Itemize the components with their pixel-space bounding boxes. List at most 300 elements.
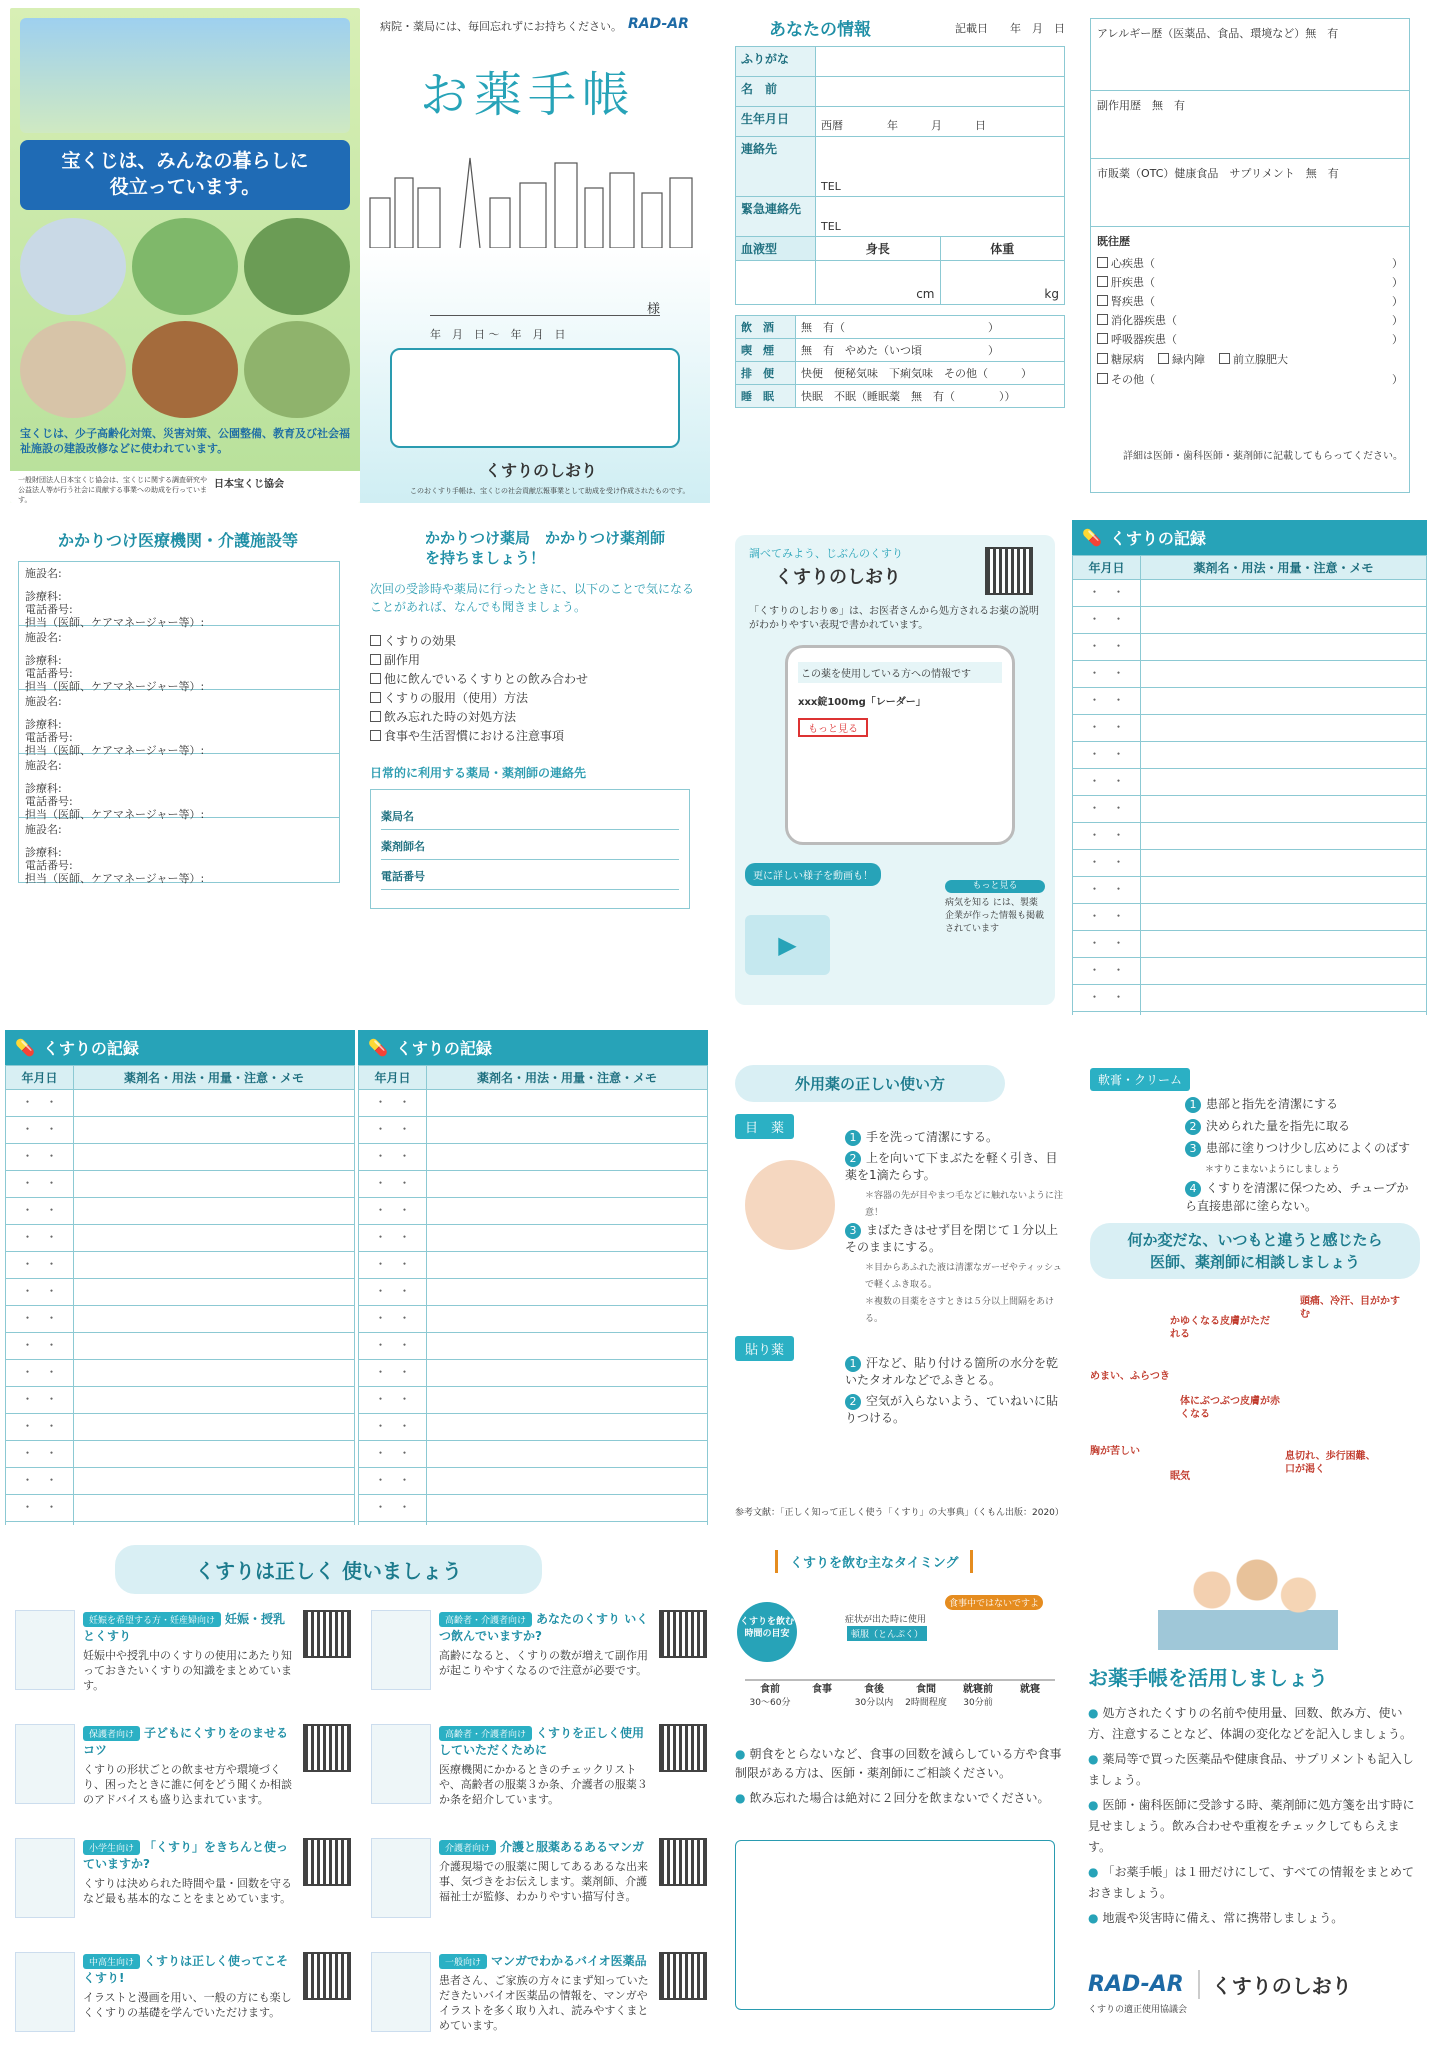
record-memo-cell[interactable] bbox=[74, 1495, 355, 1522]
past-item[interactable]: 肝疾患（ ） bbox=[1097, 274, 1403, 290]
record-row[interactable] bbox=[1073, 1012, 1427, 1016]
pharmacy-check-item[interactable] bbox=[370, 632, 700, 651]
clinic-field-label: 診療科: bbox=[25, 590, 62, 603]
pharmacy-title bbox=[370, 528, 700, 568]
record-memo-cell[interactable] bbox=[74, 1225, 355, 1252]
pharmacy-contact-box bbox=[370, 789, 690, 909]
record-row[interactable] bbox=[359, 1387, 708, 1414]
record-date-cell[interactable]: ・ ・ bbox=[359, 1117, 427, 1144]
step-text: 患部に塗りつけ少し広めによくのばす bbox=[1206, 1141, 1411, 1155]
usage-card-title: マンガでわかるバイオ医薬品 bbox=[491, 1954, 647, 1968]
past-extra-item[interactable] bbox=[1158, 353, 1205, 366]
record-row[interactable] bbox=[6, 1117, 355, 1144]
record-memo-cell[interactable] bbox=[74, 1198, 355, 1225]
past-item[interactable]: 心疾患（ ） bbox=[1097, 255, 1403, 271]
record-memo-cell[interactable] bbox=[74, 1090, 355, 1117]
record-date-cell[interactable] bbox=[359, 1522, 427, 1526]
record-date-cell[interactable]: ・ ・ bbox=[6, 1387, 74, 1414]
record-memo-cell[interactable] bbox=[427, 1144, 708, 1171]
pharmacy-check-label: 食事や生活習慣における注意事項 bbox=[384, 729, 565, 743]
record-row[interactable] bbox=[359, 1090, 708, 1117]
record-memo-cell[interactable] bbox=[1141, 769, 1427, 796]
step-number-icon: 3 bbox=[845, 1223, 861, 1239]
qr-code-icon[interactable] bbox=[303, 1610, 351, 1658]
cover-brand: RAD-AR bbox=[628, 16, 689, 32]
record-date-cell[interactable]: ・ ・ bbox=[1073, 931, 1141, 958]
qr-code-icon[interactable] bbox=[303, 1952, 351, 2000]
record-date-cell[interactable]: ・ ・ bbox=[6, 1198, 74, 1225]
record-memo-cell[interactable] bbox=[74, 1441, 355, 1468]
usage-card-text: 高齢になると、くすりの数が増えて副作用が起こりやすくなるので注意が必要です。 bbox=[439, 1649, 648, 1677]
past-extra-item[interactable] bbox=[1097, 353, 1144, 366]
booklet-thumbnail bbox=[15, 1952, 75, 2032]
record-date-cell[interactable]: ・ ・ bbox=[6, 1441, 74, 1468]
topical-title: 外用薬の正しい使い方 bbox=[735, 1065, 1005, 1102]
past-item[interactable]: 腎疾患（ ） bbox=[1097, 293, 1403, 309]
col-date-header: 年月日 bbox=[6, 1066, 74, 1090]
record-row[interactable] bbox=[1073, 904, 1427, 931]
record-row[interactable] bbox=[6, 1333, 355, 1360]
ad-headline-1: 宝くじは、みんなの暮らしに bbox=[61, 150, 309, 172]
record-date-cell[interactable]: ・ ・ bbox=[6, 1414, 74, 1441]
record-date-cell[interactable]: ・ ・ bbox=[359, 1441, 427, 1468]
record-date-cell[interactable]: ・ ・ bbox=[6, 1360, 74, 1387]
record-date-cell[interactable] bbox=[6, 1522, 74, 1526]
promo-qr-code[interactable] bbox=[985, 547, 1033, 595]
utilize-bullet-text: 薬局等で買った医薬品や健康食品、サプリメントも記入しましょう。 bbox=[1088, 1752, 1414, 1787]
record-memo-cell[interactable] bbox=[74, 1117, 355, 1144]
pharmacy-check-item[interactable] bbox=[370, 708, 700, 727]
past-other-label: その他（ bbox=[1111, 373, 1155, 386]
record-date-cell[interactable]: ・ ・ bbox=[6, 1144, 74, 1171]
promo-panel bbox=[735, 535, 1055, 1005]
ad-footer bbox=[10, 471, 360, 503]
record-memo-cell[interactable] bbox=[1141, 931, 1427, 958]
utilize-org: くすりの適正使用協議会 bbox=[1088, 2005, 1188, 2015]
record-row[interactable] bbox=[6, 1252, 355, 1279]
record-title: くすりの記録 bbox=[1109, 529, 1206, 548]
step-text: 患部と指先を清潔にする bbox=[1206, 1097, 1339, 1111]
usage-card-title: 子どもにくすりをのませるコツ bbox=[83, 1726, 289, 1757]
record-row[interactable] bbox=[6, 1387, 355, 1414]
height-field[interactable]: cm bbox=[816, 261, 941, 305]
record-row[interactable] bbox=[6, 1441, 355, 1468]
info-field[interactable] bbox=[816, 47, 1065, 77]
record-date-cell[interactable]: ・ ・ bbox=[1073, 877, 1141, 904]
phone-more-button[interactable]: もっと見る bbox=[798, 718, 868, 737]
record-memo-cell[interactable] bbox=[1141, 742, 1427, 769]
promo-video-icon[interactable]: ▶ bbox=[745, 915, 830, 975]
record-row[interactable] bbox=[6, 1144, 355, 1171]
pharmacy-check-item[interactable] bbox=[370, 689, 700, 708]
record-memo-cell[interactable] bbox=[427, 1279, 708, 1306]
step-number-icon: 1 bbox=[845, 1356, 861, 1372]
record-memo-cell[interactable] bbox=[1141, 634, 1427, 661]
record-row[interactable] bbox=[1073, 688, 1427, 715]
record-row[interactable] bbox=[1073, 985, 1427, 1012]
timing-note: 症状が出た時に使用 bbox=[845, 1615, 927, 1625]
record-memo-cell[interactable] bbox=[74, 1171, 355, 1198]
record-memo-cell[interactable] bbox=[74, 1522, 355, 1526]
step-number-icon: 2 bbox=[845, 1394, 861, 1410]
pharmacy-check-label: くすりの効果 bbox=[384, 634, 457, 648]
record-date-cell[interactable]: ・ ・ bbox=[359, 1387, 427, 1414]
record-row[interactable] bbox=[359, 1171, 708, 1198]
record-memo-cell[interactable] bbox=[1141, 661, 1427, 688]
usage-card[interactable] bbox=[371, 1838, 707, 1938]
record-date-cell[interactable]: ・ ・ bbox=[359, 1495, 427, 1522]
usage-card-text: イラストと漫画を用い、一般の方にも楽しくくすりの基礎を学んでいただけます。 bbox=[83, 1991, 292, 2019]
height-label: 身長 bbox=[816, 237, 941, 261]
info-title: あなたの情報 bbox=[769, 20, 871, 40]
record-memo-cell[interactable] bbox=[1141, 877, 1427, 904]
checkbox-icon bbox=[370, 692, 381, 703]
ad-photo-grid bbox=[20, 218, 350, 418]
habit-value[interactable]: 快便 便秘気味 下痢気味 その他（ ） bbox=[796, 362, 1065, 385]
pharmacy-check-item[interactable] bbox=[370, 670, 700, 689]
timing-labels bbox=[745, 1680, 1055, 1708]
record-row[interactable] bbox=[359, 1279, 708, 1306]
qr-code-icon[interactable] bbox=[303, 1838, 351, 1886]
usage-tag: 一般向け bbox=[439, 1954, 487, 1969]
habit-value[interactable]: 無 有（ ） bbox=[796, 316, 1065, 339]
record-row[interactable] bbox=[359, 1468, 708, 1495]
cover-ad-panel bbox=[10, 8, 360, 503]
record-date-cell[interactable]: ・ ・ bbox=[1073, 634, 1141, 661]
usage-card-body bbox=[83, 1838, 295, 1938]
info-header bbox=[735, 15, 1065, 40]
record-row[interactable] bbox=[6, 1198, 355, 1225]
record-row[interactable] bbox=[359, 1252, 708, 1279]
record-memo-cell[interactable] bbox=[427, 1117, 708, 1144]
record-date-cell[interactable]: ・ ・ bbox=[6, 1279, 74, 1306]
usage-card[interactable] bbox=[371, 1724, 707, 1824]
booklet-thumbnail bbox=[371, 1610, 431, 1690]
clinic-block[interactable] bbox=[19, 626, 339, 693]
record-date-cell[interactable]: ・ ・ bbox=[359, 1468, 427, 1495]
record-row[interactable] bbox=[359, 1225, 708, 1252]
checkbox-icon bbox=[1219, 353, 1230, 364]
record-date-cell[interactable]: ・ ・ bbox=[359, 1306, 427, 1333]
record-date-cell[interactable]: ・ ・ bbox=[359, 1360, 427, 1387]
record-row[interactable] bbox=[1073, 877, 1427, 904]
step-text: 上を向いて下まぶたを軽く引き、目薬を1滴たらす。 bbox=[845, 1151, 1058, 1182]
record-row[interactable] bbox=[359, 1117, 708, 1144]
record-row[interactable] bbox=[1073, 823, 1427, 850]
record-date-cell[interactable]: ・ ・ bbox=[359, 1090, 427, 1117]
usage-panel bbox=[5, 1545, 717, 2055]
record-row[interactable] bbox=[1073, 796, 1427, 823]
record-date-cell[interactable]: ・ ・ bbox=[359, 1144, 427, 1171]
info-panel bbox=[735, 15, 1065, 490]
usage-card-head bbox=[439, 1838, 651, 1855]
record-row[interactable] bbox=[1073, 931, 1427, 958]
record-memo-cell[interactable] bbox=[427, 1468, 708, 1495]
clinic-block[interactable] bbox=[19, 754, 339, 821]
record-row[interactable] bbox=[6, 1522, 355, 1526]
pharmacy-check-item[interactable] bbox=[370, 727, 700, 746]
record-row[interactable] bbox=[359, 1495, 708, 1522]
past-item[interactable]: 消化器疾患（ ） bbox=[1097, 312, 1403, 328]
usage-card[interactable] bbox=[371, 1952, 707, 2052]
clinic-title: かかりつけ医療機関・介護施設等 bbox=[58, 531, 299, 550]
allergy-row[interactable]: アレルギー歴（医薬品、食品、環境など）無 有 bbox=[1091, 19, 1409, 91]
usage-grid bbox=[5, 1610, 717, 2052]
record-date-cell[interactable]: ・ ・ bbox=[359, 1171, 427, 1198]
info-label: 名 前 bbox=[736, 77, 816, 107]
promo-phone bbox=[785, 645, 1015, 845]
usage-card-text: 医療機関にかかるときのチェックリストや、高齢者の服薬３か条、介護者の服薬３か条を紹介しています。 bbox=[439, 1763, 648, 1806]
record-date-cell[interactable]: ・ ・ bbox=[359, 1279, 427, 1306]
record-date-cell[interactable]: ・ ・ bbox=[1073, 850, 1141, 877]
record-date-cell[interactable]: ・ ・ bbox=[6, 1468, 74, 1495]
usage-tag: 高齢者・介護者向け bbox=[439, 1726, 532, 1741]
record-date-cell[interactable]: ・ ・ bbox=[6, 1090, 74, 1117]
record-row[interactable] bbox=[359, 1414, 708, 1441]
checkbox-icon bbox=[1097, 353, 1108, 364]
record-memo-cell[interactable] bbox=[74, 1360, 355, 1387]
record-memo-cell[interactable] bbox=[74, 1144, 355, 1171]
record-date-cell[interactable]: ・ ・ bbox=[6, 1117, 74, 1144]
record-row[interactable] bbox=[6, 1279, 355, 1306]
record-memo-cell[interactable] bbox=[427, 1333, 708, 1360]
habit-value[interactable]: 快眠 不眠（睡眠薬 無 有（ ）） bbox=[796, 385, 1065, 408]
record-memo-cell[interactable] bbox=[1141, 850, 1427, 877]
record-memo-cell[interactable] bbox=[427, 1306, 708, 1333]
habit-label: 飲 酒 bbox=[736, 316, 796, 339]
record-memo-cell[interactable] bbox=[427, 1387, 708, 1414]
symptom-label: 頭痛、冷汗、目がかすむ bbox=[1300, 1296, 1400, 1320]
usage-tag: 妊娠を希望する方・妊産婦向け bbox=[83, 1612, 221, 1627]
more-label: もっと見る bbox=[945, 880, 1045, 893]
record-memo-cell[interactable] bbox=[1141, 607, 1427, 634]
cover-panel bbox=[360, 8, 710, 503]
record-row[interactable] bbox=[1073, 850, 1427, 877]
record-date-cell[interactable]: ・ ・ bbox=[6, 1252, 74, 1279]
record-row[interactable] bbox=[1073, 769, 1427, 796]
usage-tag: 介護者向け bbox=[439, 1840, 496, 1855]
record-row[interactable] bbox=[1073, 715, 1427, 742]
timing-point bbox=[953, 1680, 1003, 1708]
habits-table bbox=[735, 315, 1065, 408]
timing-point bbox=[901, 1680, 951, 1708]
record-memo-cell[interactable] bbox=[1141, 688, 1427, 715]
record-memo-cell[interactable] bbox=[1141, 823, 1427, 850]
pharmacy-field[interactable]: 薬剤師名 bbox=[381, 830, 679, 860]
record-row[interactable] bbox=[359, 1522, 708, 1526]
weight-field[interactable]: kg bbox=[940, 261, 1065, 305]
record-date-cell[interactable]: ・ ・ bbox=[1073, 823, 1141, 850]
info-field[interactable] bbox=[816, 77, 1065, 107]
pharmacy-field[interactable]: 電話番号 bbox=[381, 860, 679, 890]
usage-card[interactable] bbox=[15, 1610, 351, 1710]
record-row[interactable] bbox=[359, 1441, 708, 1468]
record-date-cell[interactable]: ・ ・ bbox=[1073, 958, 1141, 985]
record-memo-cell[interactable] bbox=[1141, 904, 1427, 931]
record-memo-cell[interactable] bbox=[1141, 796, 1427, 823]
clinic-block[interactable] bbox=[19, 818, 339, 885]
timing-label: 就寝前 bbox=[963, 1684, 993, 1695]
record-date-cell[interactable]: ・ ・ bbox=[6, 1333, 74, 1360]
record-date-cell[interactable]: ・ ・ bbox=[359, 1225, 427, 1252]
record-row[interactable] bbox=[1073, 958, 1427, 985]
usage-card[interactable] bbox=[15, 1724, 351, 1824]
record-date-cell[interactable]: ・ ・ bbox=[1073, 904, 1141, 931]
timing-memo-box[interactable] bbox=[735, 1840, 1055, 2010]
record-memo-cell[interactable] bbox=[1141, 985, 1427, 1012]
record-date-cell[interactable]: ・ ・ bbox=[1073, 688, 1141, 715]
pharmacy-check-item[interactable] bbox=[370, 651, 700, 670]
record-memo-cell[interactable] bbox=[427, 1522, 708, 1526]
record-memo-cell[interactable] bbox=[427, 1414, 708, 1441]
cover-memo-box[interactable] bbox=[390, 348, 680, 448]
record-date-cell[interactable] bbox=[1073, 1012, 1141, 1016]
col-drug-header: 薬剤名・用法・用量・注意・メモ bbox=[427, 1066, 708, 1090]
qr-code-icon[interactable] bbox=[659, 1610, 707, 1658]
record-panel-3 bbox=[358, 1030, 708, 1525]
checkbox-icon bbox=[1097, 276, 1108, 287]
record-date-cell[interactable]: ・ ・ bbox=[359, 1333, 427, 1360]
record-row[interactable] bbox=[359, 1333, 708, 1360]
qr-code-icon[interactable] bbox=[303, 1724, 351, 1772]
record-row[interactable] bbox=[359, 1198, 708, 1225]
record-memo-cell[interactable] bbox=[74, 1468, 355, 1495]
record-date-cell[interactable]: ・ ・ bbox=[359, 1198, 427, 1225]
past-item[interactable]: 呼吸器疾患（ ） bbox=[1097, 331, 1403, 347]
clinic-field-label: 診療科: bbox=[25, 718, 62, 731]
record-memo-cell[interactable] bbox=[427, 1441, 708, 1468]
record-date-cell[interactable]: ・ ・ bbox=[1073, 580, 1141, 607]
record-row[interactable] bbox=[6, 1360, 355, 1387]
record-memo-cell[interactable] bbox=[427, 1360, 708, 1387]
record-date-cell[interactable]: ・ ・ bbox=[359, 1252, 427, 1279]
timing-panel bbox=[735, 1550, 1065, 2050]
qr-code-icon[interactable] bbox=[659, 1838, 707, 1886]
clinic-block[interactable] bbox=[19, 562, 339, 629]
side-effect-row[interactable]: 副作用歴 無 有 bbox=[1091, 91, 1409, 159]
usage-card[interactable] bbox=[15, 1952, 351, 2052]
record-memo-cell[interactable] bbox=[1141, 1012, 1427, 1016]
record-row[interactable] bbox=[359, 1144, 708, 1171]
usage-card-title: くすりを正しく使用していただくために bbox=[439, 1726, 645, 1757]
pharmacy-field[interactable]: 薬局名 bbox=[381, 800, 679, 830]
usage-card[interactable] bbox=[15, 1838, 351, 1938]
past-item-label: 肝疾患（ bbox=[1111, 276, 1155, 289]
booklet-thumbnail bbox=[371, 1724, 431, 1804]
record-row[interactable] bbox=[359, 1306, 708, 1333]
usage-card-head bbox=[439, 1724, 651, 1758]
step-number-icon: 3 bbox=[1185, 1141, 1201, 1157]
utilize-bullet: ● 医師・歯科医師に受診する時、薬剤師に処方箋を出す時に見せましょう。飲み合わせや重複をチェックしてもらえます。 bbox=[1088, 1798, 1415, 1854]
pharmacy-title-1: かかりつけ薬局 かかりつけ薬剤師 bbox=[425, 529, 666, 547]
ad-photo bbox=[244, 321, 350, 418]
usage-card[interactable] bbox=[371, 1610, 707, 1710]
record-row[interactable] bbox=[1073, 661, 1427, 688]
col-drug-header: 薬剤名・用法・用量・注意・メモ bbox=[1141, 556, 1427, 580]
record-row[interactable] bbox=[1073, 580, 1427, 607]
record-date-cell[interactable]: ・ ・ bbox=[6, 1171, 74, 1198]
pharmacy-check-label: 飲み忘れた時の対処方法 bbox=[384, 710, 517, 724]
record-date-cell[interactable]: ・ ・ bbox=[359, 1414, 427, 1441]
record-row[interactable] bbox=[1073, 742, 1427, 769]
otc-row[interactable]: 市販薬（OTC）健康食品 サプリメント 無 有 bbox=[1091, 159, 1409, 227]
record-date-cell[interactable]: ・ ・ bbox=[1073, 742, 1141, 769]
record-date-cell[interactable]: ・ ・ bbox=[6, 1306, 74, 1333]
record-date-cell[interactable]: ・ ・ bbox=[1073, 769, 1141, 796]
record-memo-cell[interactable] bbox=[74, 1414, 355, 1441]
record-memo-cell[interactable] bbox=[427, 1090, 708, 1117]
record-memo-cell[interactable] bbox=[427, 1171, 708, 1198]
record-memo-cell[interactable] bbox=[1141, 580, 1427, 607]
info-table bbox=[735, 46, 1065, 237]
utilize-bullet: ● 地震や災害時に備え、常に携帯しましょう。 bbox=[1088, 1911, 1344, 1925]
past-extra-row bbox=[1097, 351, 1403, 367]
qr-code-icon[interactable] bbox=[659, 1952, 707, 2000]
record-memo-cell[interactable] bbox=[74, 1333, 355, 1360]
record-row[interactable] bbox=[359, 1360, 708, 1387]
record-memo-cell[interactable] bbox=[427, 1495, 708, 1522]
record-row[interactable] bbox=[6, 1414, 355, 1441]
ad-photo bbox=[244, 218, 350, 315]
record-date-cell[interactable]: ・ ・ bbox=[1073, 796, 1141, 823]
record-row[interactable] bbox=[6, 1306, 355, 1333]
qr-code-icon[interactable] bbox=[659, 1724, 707, 1772]
utilize-bullet: ● 「お薬手帳」は１冊だけにして、すべての情報をまとめておきましょう。 bbox=[1088, 1865, 1415, 1900]
record-memo-cell[interactable] bbox=[1141, 958, 1427, 985]
record-date-cell[interactable]: ・ ・ bbox=[6, 1495, 74, 1522]
record-row[interactable] bbox=[6, 1090, 355, 1117]
past-extra-item[interactable] bbox=[1219, 353, 1288, 366]
checkbox-icon bbox=[370, 673, 381, 684]
timing-point bbox=[1005, 1680, 1055, 1708]
record-memo-cell[interactable] bbox=[74, 1306, 355, 1333]
record-row[interactable] bbox=[1073, 634, 1427, 661]
record-row[interactable] bbox=[6, 1225, 355, 1252]
info-field[interactable]: TEL bbox=[816, 137, 1065, 197]
past-extra-label: 緑内障 bbox=[1172, 353, 1205, 366]
record-memo-cell[interactable] bbox=[74, 1252, 355, 1279]
habit-value[interactable]: 無 有 やめた（いつ頃 ） bbox=[796, 339, 1065, 362]
timing-bullet-text: 飲み忘れた場合は絶対に２回分を飲まないでください。 bbox=[749, 1791, 1050, 1805]
checkbox-icon bbox=[1097, 257, 1108, 268]
timing-title: くすりを飲む主なタイミング bbox=[775, 1550, 973, 1573]
record-date-cell[interactable]: ・ ・ bbox=[1073, 985, 1141, 1012]
record-date-cell[interactable]: ・ ・ bbox=[1073, 661, 1141, 688]
cover-name-line bbox=[430, 298, 660, 316]
record-memo-cell[interactable] bbox=[74, 1279, 355, 1306]
record-row[interactable] bbox=[6, 1495, 355, 1522]
info-field[interactable]: 西暦 年 月 日 bbox=[816, 107, 1065, 137]
record-row[interactable] bbox=[6, 1468, 355, 1495]
record-date-cell[interactable]: ・ ・ bbox=[1073, 715, 1141, 742]
col-drug-header: 薬剤名・用法・用量・注意・メモ bbox=[74, 1066, 355, 1090]
record-memo-cell[interactable] bbox=[74, 1387, 355, 1414]
record-date-cell[interactable]: ・ ・ bbox=[6, 1225, 74, 1252]
record-memo-cell[interactable] bbox=[427, 1198, 708, 1225]
record-memo-cell[interactable] bbox=[427, 1225, 708, 1252]
record-memo-cell[interactable] bbox=[1141, 715, 1427, 742]
clinic-field-label: 診療科: bbox=[25, 846, 62, 859]
record-row[interactable] bbox=[1073, 607, 1427, 634]
record-row[interactable] bbox=[6, 1171, 355, 1198]
record-memo-cell[interactable] bbox=[427, 1252, 708, 1279]
clinic-block[interactable] bbox=[19, 690, 339, 757]
blood-field[interactable] bbox=[736, 261, 816, 305]
checkbox-icon bbox=[1097, 295, 1108, 306]
record-date-cell[interactable]: ・ ・ bbox=[1073, 607, 1141, 634]
info-field[interactable]: TEL bbox=[816, 197, 1065, 237]
past-other[interactable]: その他（ ） bbox=[1097, 371, 1403, 387]
